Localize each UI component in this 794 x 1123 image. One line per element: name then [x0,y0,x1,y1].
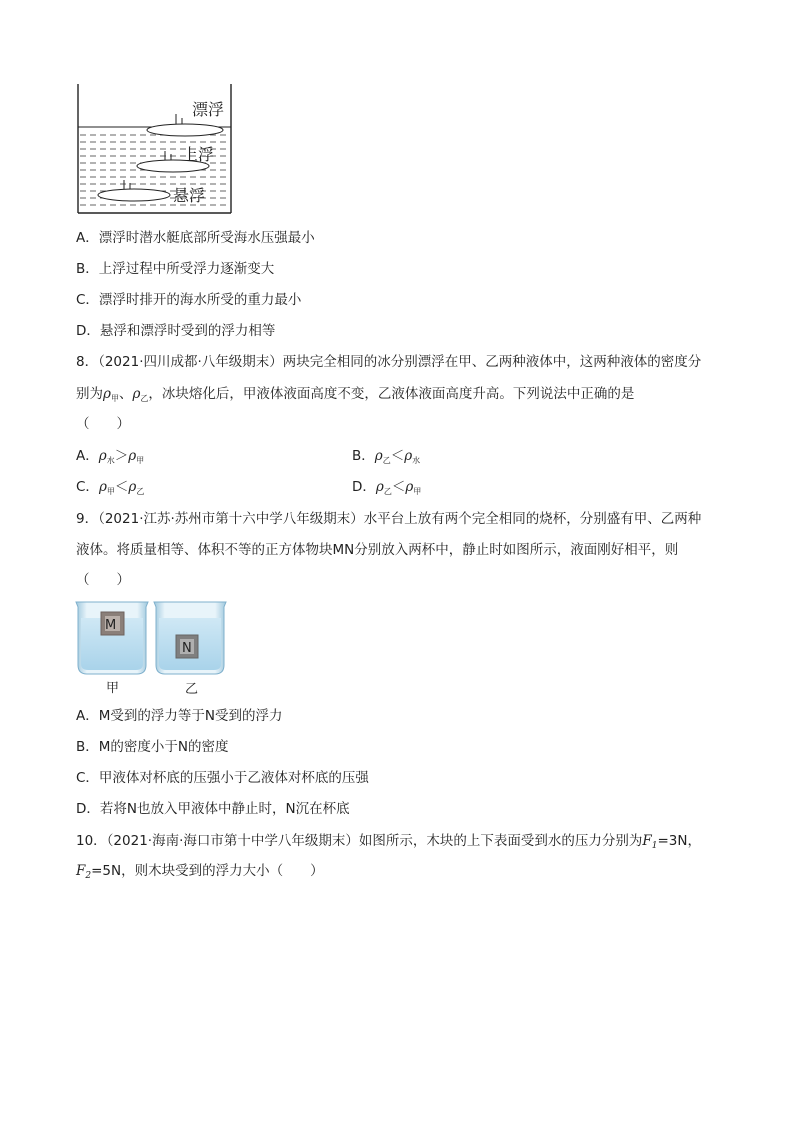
q7-option-a: A．漂浮时潜水艇底部所受海水压强最小 [76,230,315,246]
q9-option-a: A．M受到的浮力等于N受到的浮力 [76,708,283,724]
q7-option-b: B．上浮过程中所受浮力逐渐变大 [76,261,275,277]
label-rising: 上浮 [182,145,215,164]
q9-option-b: B．M的密度小于N的密度 [76,739,229,755]
q9-stem-line1: 9．（2021·江苏·苏州市第十六中学八年级期末）水平台上放有两个完全相同的烧杯，分别盛有甲、乙两种 [76,511,702,527]
q9-answer-paren: （ ） [76,572,130,588]
submarine-figure [70,80,240,220]
q9-option-c: C．甲液体对杯底的压强小于乙液体对杯底的压强 [76,770,369,786]
beakers-figure [72,598,232,698]
q8-option-d: D．$\rho_乙<\rho_甲$ [352,479,422,496]
block-m-label: M [105,618,117,633]
label-suspended: 悬浮 [173,186,206,205]
beaker-jia [76,602,148,674]
q7-option-d: D．悬浮和漂浮时受到的浮力相等 [76,323,276,339]
block-n-label: N [182,641,192,656]
beaker-jia-label: 甲 [106,681,120,696]
q8-answer-paren: （ ） [76,416,130,432]
suspended-submarine [98,180,170,201]
label-floating: 漂浮 [192,100,225,119]
q9-stem-line2: 液体。将质量相等、体积不等的正方体物块MN分别放入两杯中，静止时如图所示，液面刚好相平，则 [76,542,679,558]
beaker-yi [154,602,226,674]
q10-stem-line1: 10．（2021·海南·海口市第十中学八年级期末）如图所示，木块的上下表面受到水的压力分别为$F_1=3N$， [76,833,701,851]
beaker-yi-label: 乙 [185,682,199,697]
q8-option-c: C．$\rho_甲<\rho_乙$ [76,479,145,496]
q8-stem-line1: 8．（2021·四川成都·八年级期末）两块完全相同的冰分别漂浮在甲、乙两种液体中，这两种液体的密度分 [76,354,702,370]
q8-stem-line2: 别为$\rho_甲$、$\rho_乙$，冰块熔化后，甲液体液面高度不变，乙液体液面高度升高。下列说法中正确的是 [76,386,635,403]
q8-option-b: B．$\rho_乙<\rho_水$ [352,448,421,465]
q8-option-a: A．$\rho_水>\rho_甲$ [76,448,145,465]
q9-option-d: D．若将N也放入甲液体中静止时，N沉在杯底 [76,801,350,817]
q7-option-c: C．漂浮时排开的海水所受的重力最小 [76,292,302,308]
q10-stem-line2: $F_2=5N$，则木块受到的浮力大小（ ） [76,863,324,881]
